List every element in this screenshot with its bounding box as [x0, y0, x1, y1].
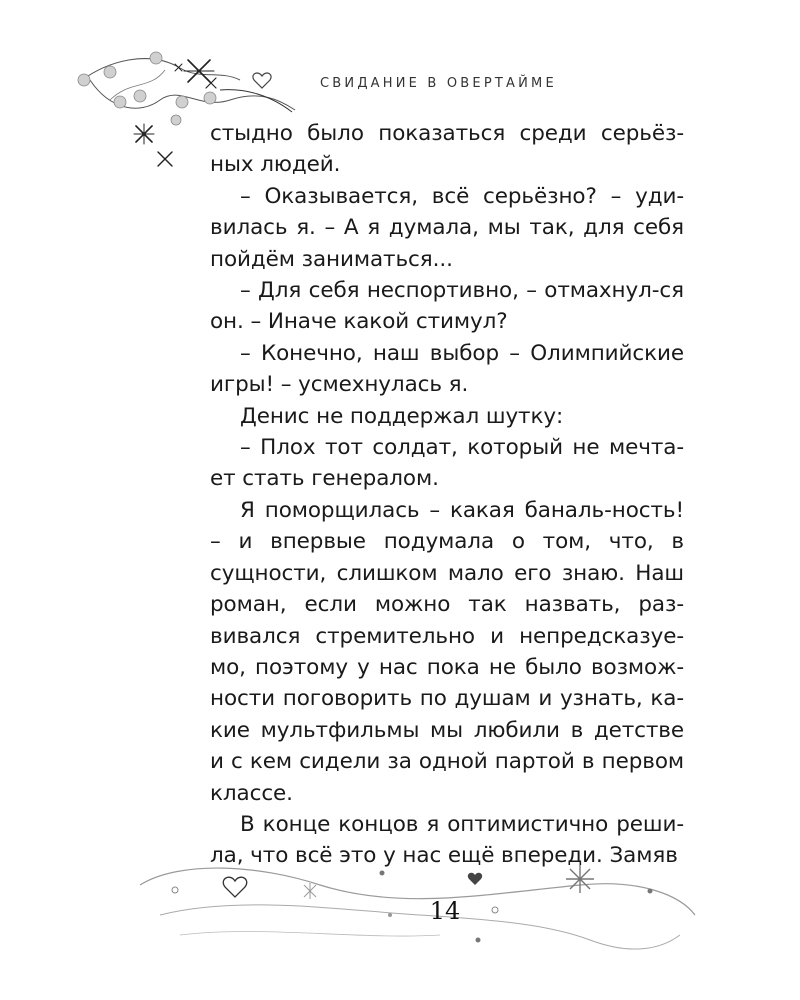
snowflake-icon [566, 865, 594, 893]
sparkle-icon [134, 60, 216, 166]
swirl-icon [120, 855, 700, 965]
paragraph: стыдно было показаться среди серьёз-ных людей. [210, 121, 684, 178]
paragraph: Я поморщилась – какая баналь-ность! – и впервые подумала о том, что, в сущности, слишком мало его знаю. Наш роман, если можно так назвать, раз-вивался стремительно и непредсказуе-мо, поэтому у нас пока не было возмож-ности поговорить по душам и узнать, ка-кие мультфильмы мы любили в детстве и с кем сидели за одной партой в первом классе. [210, 497, 684, 806]
heart-outline-icon [223, 877, 246, 897]
snowflake-icon [304, 883, 316, 899]
paragraph: – Оказывается, всё серьёзно? – уди-вилась я. – А я думала, мы так, для себя пойдём заниматься... [210, 183, 684, 272]
paragraph: – Плох тот солдат, который не мечта-ет стать генералом. [210, 435, 684, 492]
paragraph: Денис не поддержал шутку: [240, 403, 564, 429]
paragraph: – Для себя неспортивно, – отмахнул-ся он. – Иначе какой стимул? [210, 278, 684, 335]
heart-outline-icon [253, 73, 271, 88]
running-title: СВИДАНИЕ В ОВЕРТАЙМЕ [320, 76, 557, 91]
body-text [210, 118, 684, 872]
page-number: 14 [429, 897, 461, 925]
heart-icon [468, 873, 482, 885]
paragraph: – Конечно, наш выбор – Олимпийские игры! – усмехнулась я. [210, 340, 684, 398]
paragraph: В конце концов я оптимистично реши-ла, что всё это у нас ещё впереди. Замяв [210, 811, 684, 869]
